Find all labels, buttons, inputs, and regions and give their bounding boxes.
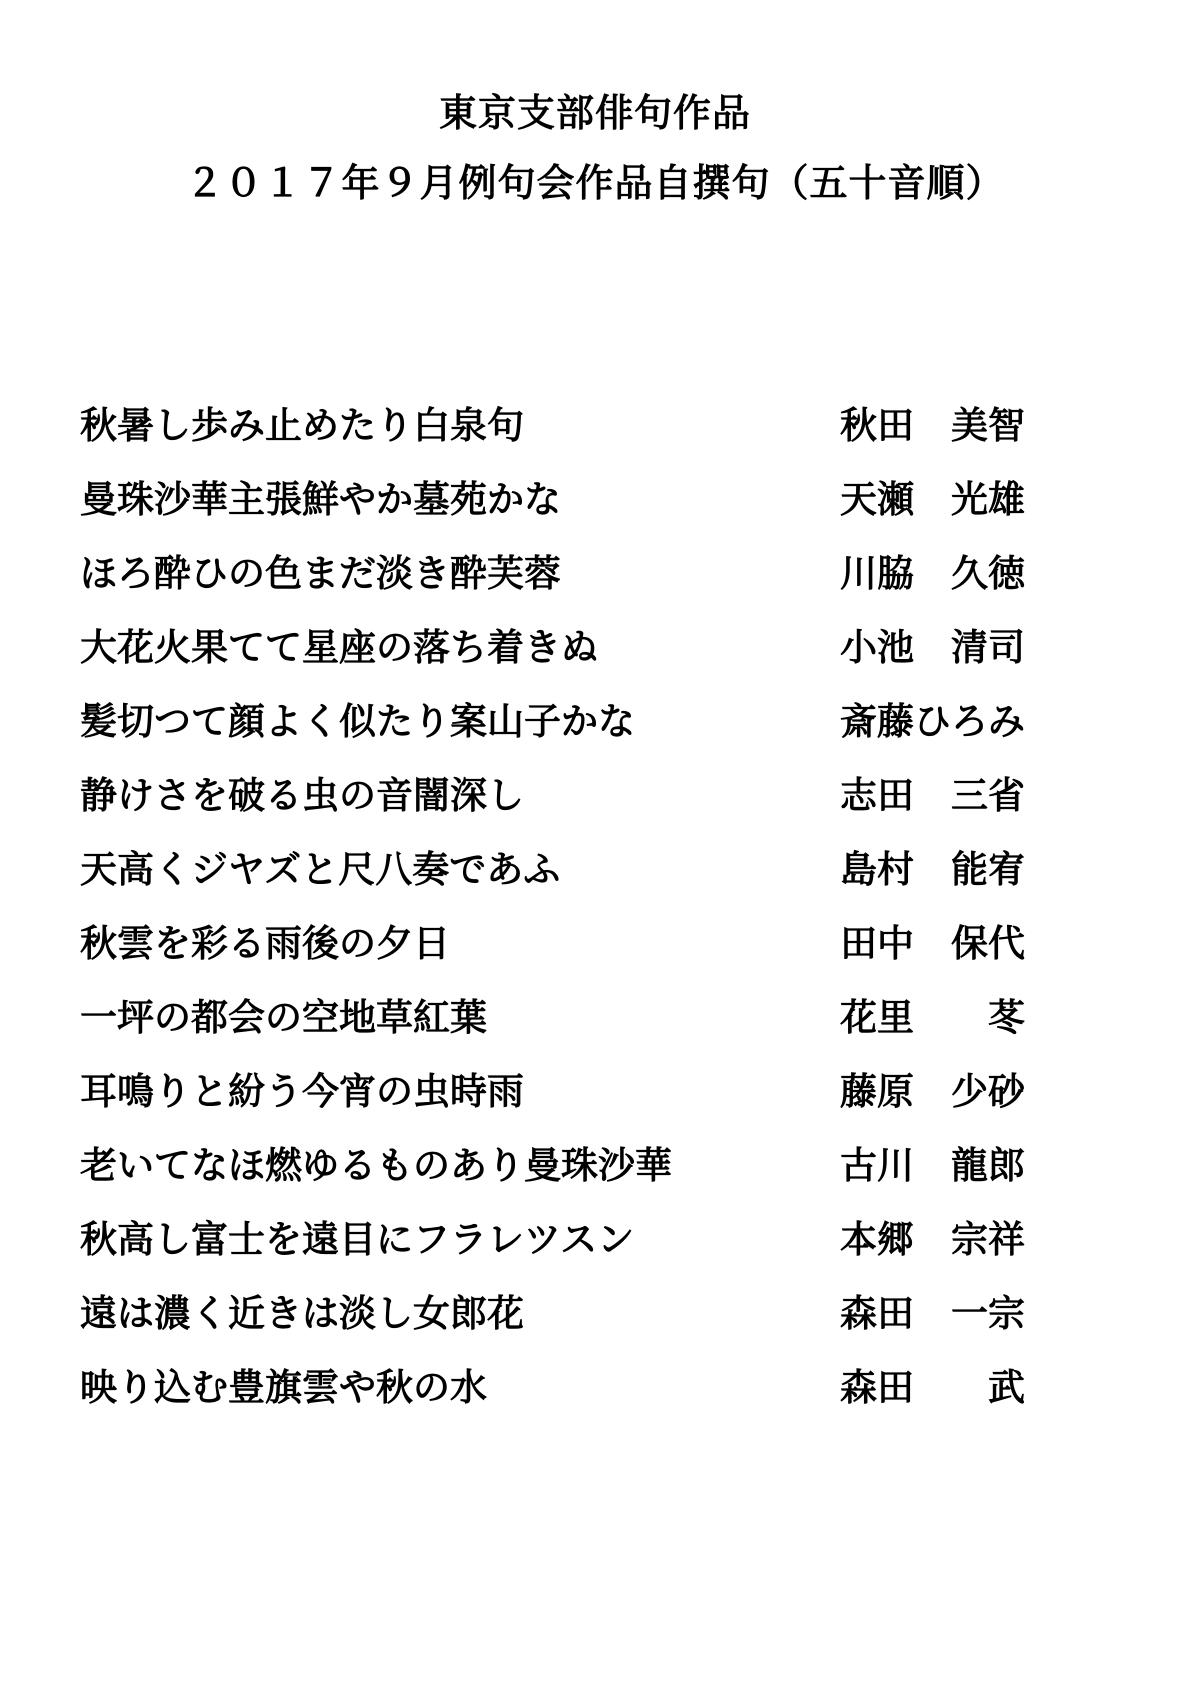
haiku-author: 小池 清司: [840, 625, 1025, 669]
document-subtitle: ２０１７年９月例句会作品自撰句（五十音順）: [185, 160, 1005, 205]
haiku-row: [80, 832, 1110, 906]
haiku-author: 川脇 久徳: [840, 551, 1025, 595]
haiku-author: 田中 保代: [840, 921, 1025, 965]
haiku-row: [80, 1128, 1110, 1202]
haiku-text: 映り込む豊旗雲や秋の水: [80, 1365, 487, 1409]
haiku-row: [80, 906, 1110, 980]
haiku-author: 本郷 宗祥: [840, 1217, 1025, 1261]
haiku-text: 一坪の都会の空地草紅葉: [80, 995, 487, 1039]
document-title: 東京支部俳句作品: [438, 90, 751, 135]
haiku-row: [80, 610, 1110, 684]
haiku-row: [80, 1276, 1110, 1350]
haiku-text: 天高くジヤズと尺八奏であふ: [80, 847, 561, 891]
haiku-row: [80, 1350, 1110, 1424]
haiku-author: 島村 能宥: [840, 847, 1025, 891]
haiku-row: [80, 684, 1110, 758]
haiku-text: 大花火果てて星座の落ち着きぬ: [80, 625, 598, 669]
haiku-text: 曼珠沙華主張鮮やか墓苑かな: [80, 477, 561, 521]
haiku-text: 秋暑し歩み止めたり白泉句: [80, 403, 524, 447]
haiku-author: 斎藤ひろみ: [840, 699, 1025, 743]
haiku-row: [80, 1202, 1110, 1276]
haiku-text: ほろ酔ひの色まだ淡き酔芙蓉: [80, 551, 561, 595]
haiku-row: [80, 980, 1110, 1054]
haiku-list: [80, 388, 1110, 1424]
haiku-row: [80, 462, 1110, 536]
haiku-row: [80, 758, 1110, 832]
haiku-author: 花里 苳: [840, 995, 1025, 1039]
haiku-author: 志田 三省: [840, 773, 1025, 817]
haiku-author: 森田 一宗: [840, 1291, 1025, 1335]
document-header: [0, 88, 1190, 208]
haiku-author: 秋田 美智: [840, 403, 1025, 447]
haiku-text: 髪切つて顔よく似たり案山子かな: [80, 699, 635, 743]
haiku-text: 秋雲を彩る雨後の夕日: [80, 921, 450, 965]
haiku-text: 静けさを破る虫の音闇深し: [80, 773, 524, 817]
haiku-row: [80, 536, 1110, 610]
haiku-author: 古川 龍郎: [840, 1143, 1025, 1187]
haiku-author: 森田 武: [840, 1365, 1025, 1409]
haiku-text: 秋高し富士を遠目にフラレツスン: [80, 1217, 635, 1261]
haiku-text: 遠は濃く近きは淡し女郎花: [80, 1291, 524, 1335]
haiku-text: 耳鳴りと紛う今宵の虫時雨: [80, 1069, 524, 1113]
haiku-row: [80, 388, 1110, 462]
haiku-author: 藤原 少砂: [840, 1069, 1025, 1113]
haiku-text: 老いてなほ燃ゆるものあり曼珠沙華: [80, 1143, 672, 1187]
haiku-row: [80, 1054, 1110, 1128]
haiku-author: 天瀬 光雄: [840, 477, 1025, 521]
